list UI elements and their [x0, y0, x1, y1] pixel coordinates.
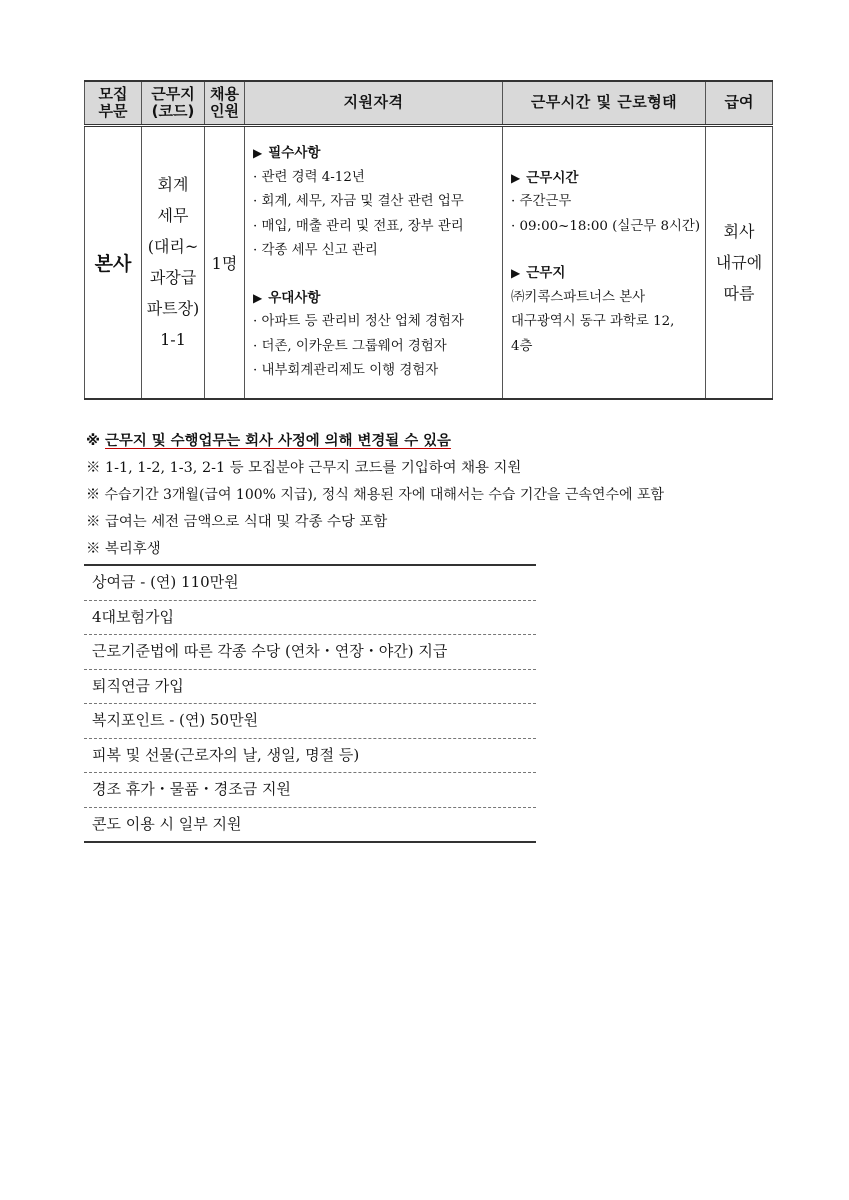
header-hours: 근무시간 및 근로형태	[503, 81, 706, 125]
triangle-bullet-icon: ▶	[511, 266, 521, 280]
required-item: · 각종 세무 신고 관리	[253, 243, 378, 258]
note-line	[86, 482, 786, 509]
preferred-item: · 내부회계관리제도 이행 경험자	[253, 363, 439, 378]
hours-item: · 주간근무	[511, 194, 572, 209]
place-item: 4층	[511, 338, 533, 354]
list-item: 상여금 - (연) 110만원	[84, 566, 536, 601]
reference-mark-icon: ※	[86, 514, 101, 530]
note-text: 1-1, 1-2, 1-3, 2-1 등 모집분야 근무지 코드를 기입하여 채용 지원	[104, 460, 522, 476]
salary-line: 내규에	[715, 252, 763, 272]
list-item: 콘도 이용 시 일부 지원	[92, 814, 242, 833]
list-item: 피복 및 선물(근로자의 날, 생일, 명절 등)	[84, 739, 536, 774]
list-item: 퇴직연금 가입	[84, 670, 536, 705]
header-count	[205, 81, 245, 125]
note-line	[86, 536, 786, 563]
hours-item: · 09:00~18:00 (실근무 8시간)	[511, 218, 701, 234]
location-line: 파트장)	[146, 299, 200, 319]
location-line: 과장급	[149, 268, 197, 288]
header-location-line2: (코드)	[151, 101, 195, 120]
required-item: · 관련 경력 4-12년	[253, 169, 365, 185]
list-item: 4대보험가입	[84, 601, 536, 636]
triangle-bullet-icon: ▶	[253, 290, 263, 305]
preferred-heading	[253, 286, 502, 311]
note-line	[86, 509, 786, 536]
count-cell: 1명	[205, 125, 245, 399]
note-text: 복리후생	[104, 541, 161, 557]
note-text: 근무지 및 수행업무는 회사 사정에 의해 변경될 수 있음	[105, 433, 451, 449]
header-dept-line2: 부문	[98, 101, 128, 120]
header-count-line2: 인원	[210, 101, 239, 120]
required-item: · 매입, 매출 관리 및 전표, 장부 관리	[253, 218, 464, 234]
hours-heading	[511, 166, 705, 191]
hours-title: 근무시간	[526, 169, 579, 186]
location-line: (대리~	[147, 237, 199, 257]
place-item: ㈜키콕스파트너스 본사	[511, 289, 646, 305]
header-location-line1: 근무지	[151, 84, 195, 103]
table-row	[85, 125, 773, 399]
section-spacer	[511, 239, 705, 261]
benefits-list	[84, 564, 536, 843]
section-spacer	[253, 264, 502, 286]
reference-mark-icon: ※	[86, 487, 100, 503]
header-location	[142, 81, 205, 125]
header-dept-line1: 모집	[98, 84, 128, 103]
hours-cell	[503, 125, 706, 399]
note-text: 급여는 세전 금액으로 식대 및 각종 수당 포함	[104, 514, 388, 530]
header-dept	[85, 81, 142, 125]
place-title: 근무지	[526, 265, 566, 281]
header-qualification: 지원자격	[245, 81, 503, 125]
location-line: 회계	[157, 175, 189, 195]
required-heading	[253, 141, 502, 166]
header-count-line1: 채용	[210, 84, 239, 103]
required-item: · 회계, 세무, 자금 및 결산 관련 업무	[253, 194, 464, 209]
notes-section	[86, 428, 786, 563]
location-cell	[142, 125, 205, 399]
salary-cell	[706, 125, 773, 399]
note-line	[86, 455, 786, 482]
location-line: 세무	[157, 206, 189, 226]
triangle-bullet-icon: ▶	[253, 146, 263, 160]
reference-mark-icon: ※	[86, 541, 101, 557]
note-text: 수습기간 3개월(급여 100% 지급), 정식 채용된 자에 대해서는 수습 기간을 근속연수에 포함	[104, 487, 665, 503]
place-heading	[511, 261, 705, 286]
location-line: 1-1	[160, 330, 186, 350]
triangle-bullet-icon: ▶	[511, 170, 521, 185]
reference-mark-icon: ※	[86, 433, 100, 449]
list-item: 경조 휴가・물품・경조금 지원	[84, 773, 536, 808]
salary-line: 회사	[723, 221, 755, 241]
preferred-title: 우대사항	[268, 289, 321, 306]
dept-cell: 본사	[85, 125, 142, 399]
preferred-item: · 더존, 이카운트 그룹웨어 경험자	[253, 338, 447, 354]
place-item: 대구광역시 동구 과학로 12,	[511, 314, 675, 329]
salary-line: 따름	[723, 283, 755, 303]
header-salary: 급여	[706, 81, 773, 125]
recruitment-table	[84, 80, 773, 400]
list-item: 복지포인트 - (연) 50만원	[84, 704, 536, 739]
table-header-row	[85, 81, 773, 125]
list-item: 근로기준법에 따른 각종 수당 (연차・연장・야간) 지급	[84, 635, 536, 670]
qualification-cell	[245, 125, 503, 399]
required-title: 필수사항	[268, 145, 321, 161]
note-line	[86, 428, 786, 455]
preferred-item: · 아파트 등 관리비 정산 업체 경험자	[253, 314, 464, 329]
reference-mark-icon: ※	[86, 460, 101, 476]
